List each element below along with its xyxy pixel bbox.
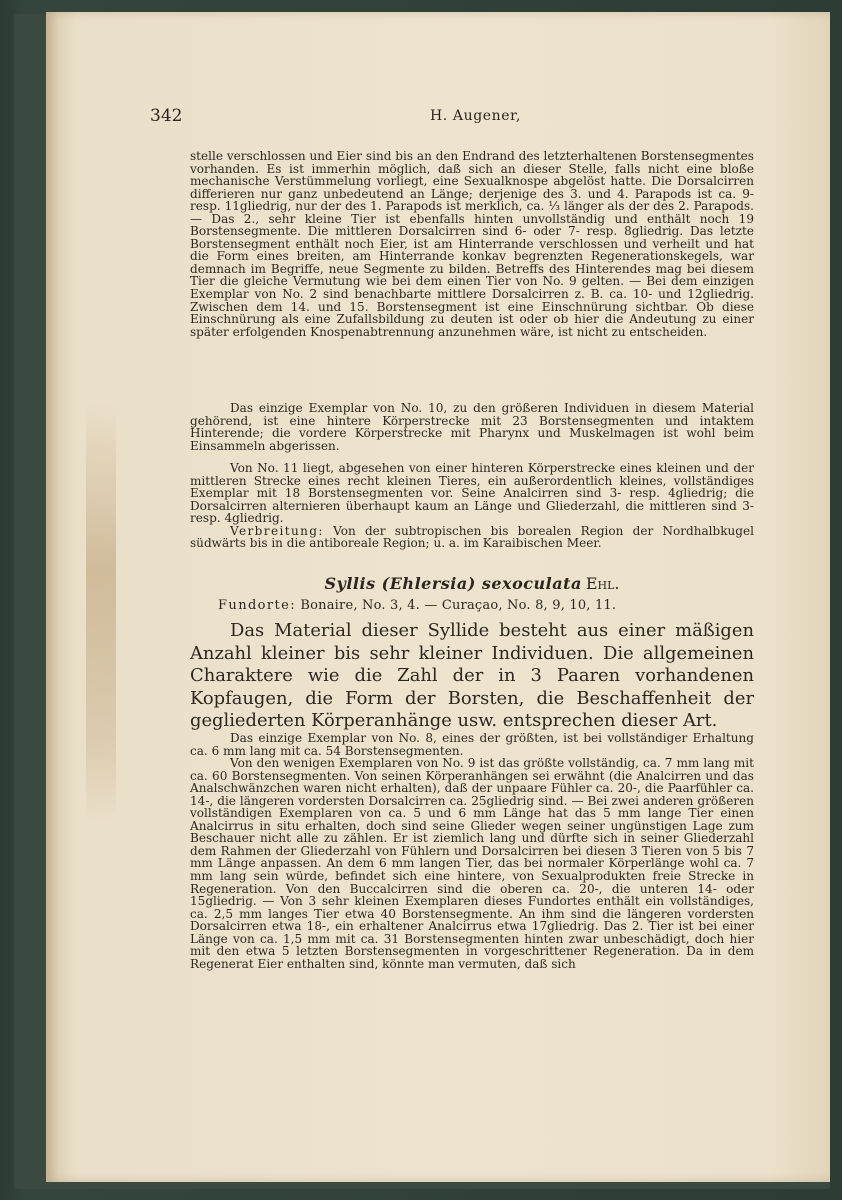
verbreitung-label: Verbreitung: — [230, 523, 324, 538]
species-author: Ehl. — [585, 574, 620, 593]
paragraph: Von No. 11 liegt, abgesehen von einer hinteren Körperstrecke eines kleinen und der mittleren Strecke eines recht kleinen Tieres, ein außerordentlich kleines, vollständiges Exemplar mit 18 Borstensegmenten vor. Seine Analcirren sind 3- resp. 4gliedrig; die Dorsalcirren alternieren überhaupt kaum an Länge und Gliederzahl, die mittleren sind 3- resp. 4gliedrig. — [190, 461, 754, 526]
paragraph: Von den wenigen Exemplaren von No. 9 ist das größte vollständig, ca. 7 mm lang mit ca. 60 Borstensegmenten. Von seinen Körperanhängen sei erwähnt (die Analcirren und das Analschwänzchen waren nicht erhalten), daß der unpaare Fühler ca. 20-, die Paarfühler ca. 14-, die längeren vordersten Dorsalcirren ca. 25gliedrig sind. — Bei zwei anderen größeren vollständigen Exemplaren von ca. 5 und 6 mm Länge hat das 5 mm lange Tier einen Analcirrus in situ erhalten, doch sind seine Glieder wegen seiner ungünstigen Lage zum Beschauer nicht alle zu zählen. Er ist ziemlich lang und dürfte sich in seiner Gliederzahl dem Rahmen der Gliederzahl von Fühlern und Dorsalcirren bei diesen 3 Tieren von 5 bis 7 mm Länge anpassen. An dem 6 mm langen Tier, das bei normaler Körperlänge wohl ca. 7 mm lang sein würde, befindet sich eine hintere, von Sexualprodukten freie Strecke in Regeneration. Von den Buccalcirren sind die oberen ca. 20-, die unteren 14- oder 15gliedrig. — Von 3 sehr kleinen Exemplaren dieses Fundortes enthält ein vollständiges, ca. 2,5 mm langes Tier etwa 40 Borstensegmente. An ihm sind die längeren vordersten Dorsalcirren etwa 18-, ein erhaltener Analcirrus etwa 17gliedrig. Das 2. Tier ist bei einer Länge von ca. 1,5 mm mit ca. 31 Borstensegmenten hinten zwar unbeschädigt, doch hier mit den etwa 5 letzten Borstensegmenten in vorgeschrittener Regeneration. Da in dem Regenerat Eier enthalten sind, könnte man vermuten, daß sich — [190, 756, 754, 971]
page-body — [190, 150, 754, 1050]
page-number: 342 — [150, 106, 183, 126]
text-block-continuation — [190, 150, 754, 338]
species-heading — [190, 574, 754, 593]
species-name: Syllis (Ehlersia) sexoculata — [324, 574, 582, 593]
verbreitung-paragraph — [190, 525, 754, 550]
paper-stain — [86, 402, 116, 822]
text-block-final — [190, 732, 754, 970]
page-header — [146, 106, 746, 130]
large-paragraph: Das Material dieser Syllide besteht aus einer mäßigen Anzahl kleiner bis sehr kleiner Individuen. Die allgemeinen Charaktere wie die Zahl der in 3 Paaren vorhandenen Kopfaugen, die Form der Borsten, die Beschaffenheit der gegliederten Körperanhänge usw. entsprechen dieser Art. — [190, 620, 754, 731]
paragraph: Das einzige Exemplar von No. 8, eines der größten, ist bei vollständiger Erhaltung ca. 6 mm lang mit ca. 54 Borstensegmenten. — [190, 731, 754, 758]
text-block-no11 — [190, 462, 754, 550]
fundorte-line — [218, 598, 758, 613]
fundorte-text: Bonaire, No. 3, 4. — Curaçao, No. 8, 9, 10, 11. — [296, 598, 617, 613]
text-block-no10 — [190, 402, 754, 452]
verbreitung-text: Von der subtropischen bis borealen Region der Nordhalbkugel südwärts bis in die antiboreale Region; u. a. im Karaibischen Meer. — [190, 523, 754, 551]
paragraph: stelle verschlossen und Eier sind bis an den Endrand des letzterhaltenen Borstensegmentes vorhanden. Es ist immerhin möglich, daß sich an dieser Stelle, falls nicht eine bloße mechanische Verstümmelung vorliegt, eine Sexualknospe abgelöst hatte. Die Dorsalcirren differieren nur ganz unbedeutend an Länge; derjenige des 3. und 4. Parapods ist ca. 9- resp. 11gliedrig, nur der des 1. Parapods ist merklich, ca. ⅓ länger als der des 2. Parapods. — Das 2., sehr kleine Tier ist ebenfalls hinten unvollständig und enthält noch 19 Borstensegmente. Die mittleren Dorsalcirren sind 6- oder 7- resp. 8gliedrig. Das letzte Borstensegment enthält noch Eier, ist am Hinterrande verschlossen und verheilt und hat die Form eines breiten, am Hinterrande konkav begrenzten Regenerationskegels, war demnach im Begriffe, neue Segmente zu bilden. Betreffs des Hinterendes mag bei diesem Tier die gleiche Vermutung wie bei dem einen Tier von No. 9 gelten. — Bei dem einzigen Exemplar von No. 2 sind benachbarte mittlere Dorsalcirren z. B. ca. 10- und 12gliedrig. Zwischen dem 14. und 15. Borstensegment ist eine Einschnürung sichtbar. Ob diese Einschnürung als eine Zufallsbildung zu deuten ist oder ob hier die Andeutung zu einer später erfolgenden Knospenabtrennung anzunehmen wäre, ist nicht zu entscheiden. — [190, 149, 754, 339]
running-head: H. Augener, — [430, 108, 521, 124]
fundorte-label: Fundorte: — [218, 598, 297, 613]
paragraph: Das einzige Exemplar von No. 10, zu den größeren Individuen in diesem Material gehörend, ist eine hintere Körperstrecke mit 23 Borstensegmenten und intaktem Hinterende; die vordere Körperstrecke mit Pharynx und Muskelmagen ist wohl beim Einsammeln abgerissen. — [190, 401, 754, 453]
